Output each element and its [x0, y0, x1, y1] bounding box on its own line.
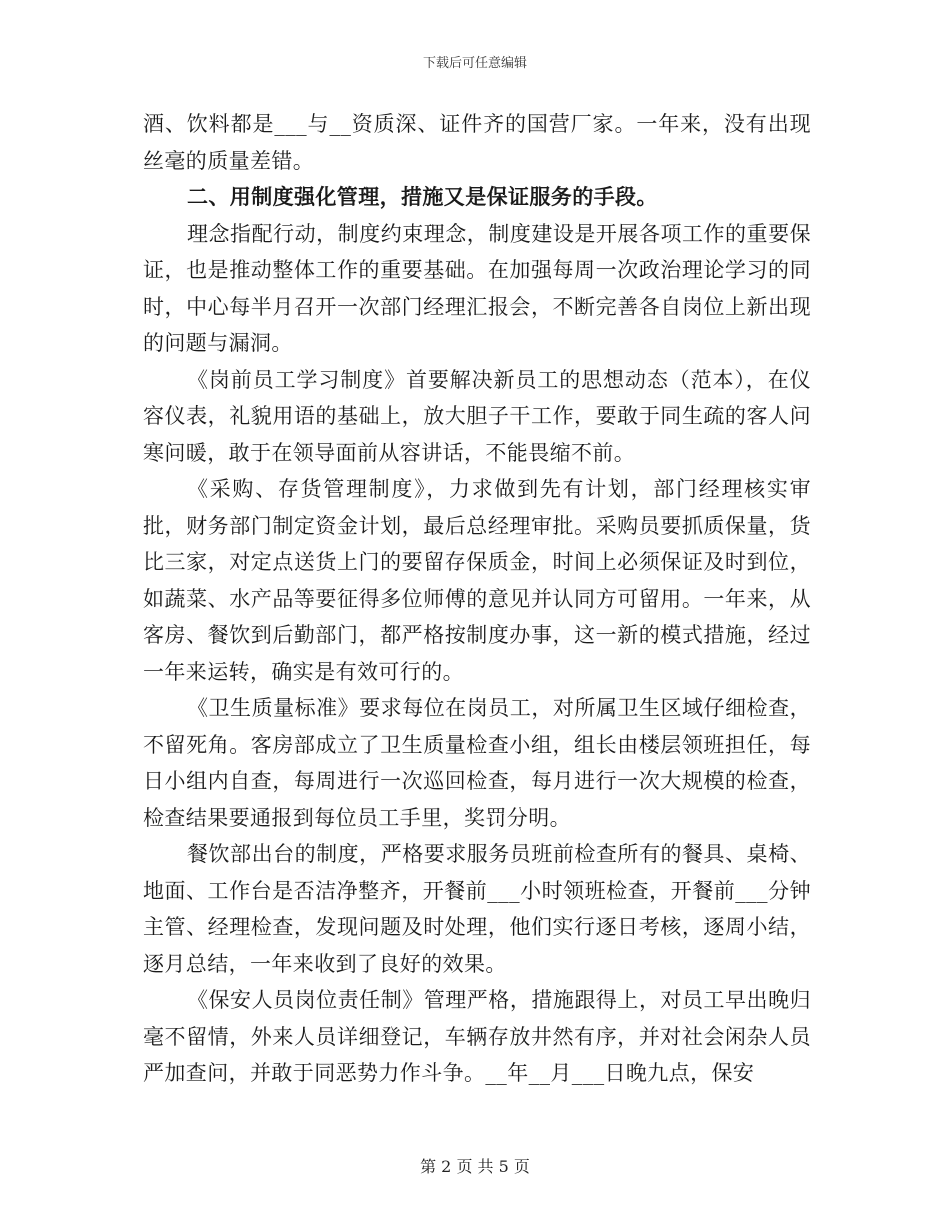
paragraph-2: 理念指配行动，制度约束理念，制度建设是开展各项工作的重要保证，也是推动整体工作的重要基础。在加强每周一次政治理论学习的同时，中心每半月召开一次部门经理汇报会，不断完善各自岗位上新出现的问题与漏洞。: [143, 221, 811, 355]
paragraph-4: 《采购、存货管理制度》，力求做到先有计划，部门经理核实审批，财务部门制定资金计划，最后总经理审批。采购员要抓质保量，货比三家，对定点送货上门的要留存保质金，时间上必须保证及时到位，如蔬菜、水产品等要征得多位师傅的意见并认同方可留用。一年来，从客房、餐饮到后勤部门，都严格按制度办事，这一新的模式措施，经过一年来运转，确实是有效可行的。: [143, 477, 811, 684]
paragraph-6: 餐饮部出台的制度，严格要求服务员班前检查所有的餐具、桌椅、地面、工作台是否洁净整齐，开餐前___小时领班检查，开餐前___分钟主管、经理检查，发现问题及时处理，他们实行逐日考核，逐周小结，逐月总结，一年来收到了良好的效果。: [143, 842, 811, 976]
paragraph-1: 酒、饮料都是___与__资质深、证件齐的国营厂家。一年来，没有出现丝毫的质量差错。: [143, 112, 811, 173]
paragraph-7: 《保安人员岗位责任制》管理严格，措施跟得上，对员工早出晚归毫不留情，外来人员详细登记，车辆存放井然有序，并对社会闲杂人员严加查问，并敢于同恶势力作斗争。__年__月___日晚九点，保安: [143, 988, 811, 1085]
page-footer: 第 2 页 共 5 页: [420, 1157, 530, 1176]
paragraph-5: 《卫生质量标准》要求每位在岗员工，对所属卫生区域仔细检查，不留死角。客房部成立了卫生质量检查小组，组长由楼层领班担任，每日小组内自查，每周进行一次巡回检查，每月进行一次大规模的检查，检查结果要通报到每位员工手里，奖罚分明。: [143, 696, 811, 830]
section-heading: 二、用制度强化管理，措施又是保证服务的手段。: [187, 184, 658, 209]
page-header: 下载后可任意编辑: [422, 56, 527, 71]
paragraph-3: 《岗前员工学习制度》首要解决新员工的思想动态（范本），在仪容仪表，礼貌用语的基础上，放大胆子干工作，要敢于同生疏的客人问寒问暖，敢于在领导面前从容讲话，不能畏缩不前。: [143, 367, 811, 465]
document-body: [143, 106, 811, 1092]
